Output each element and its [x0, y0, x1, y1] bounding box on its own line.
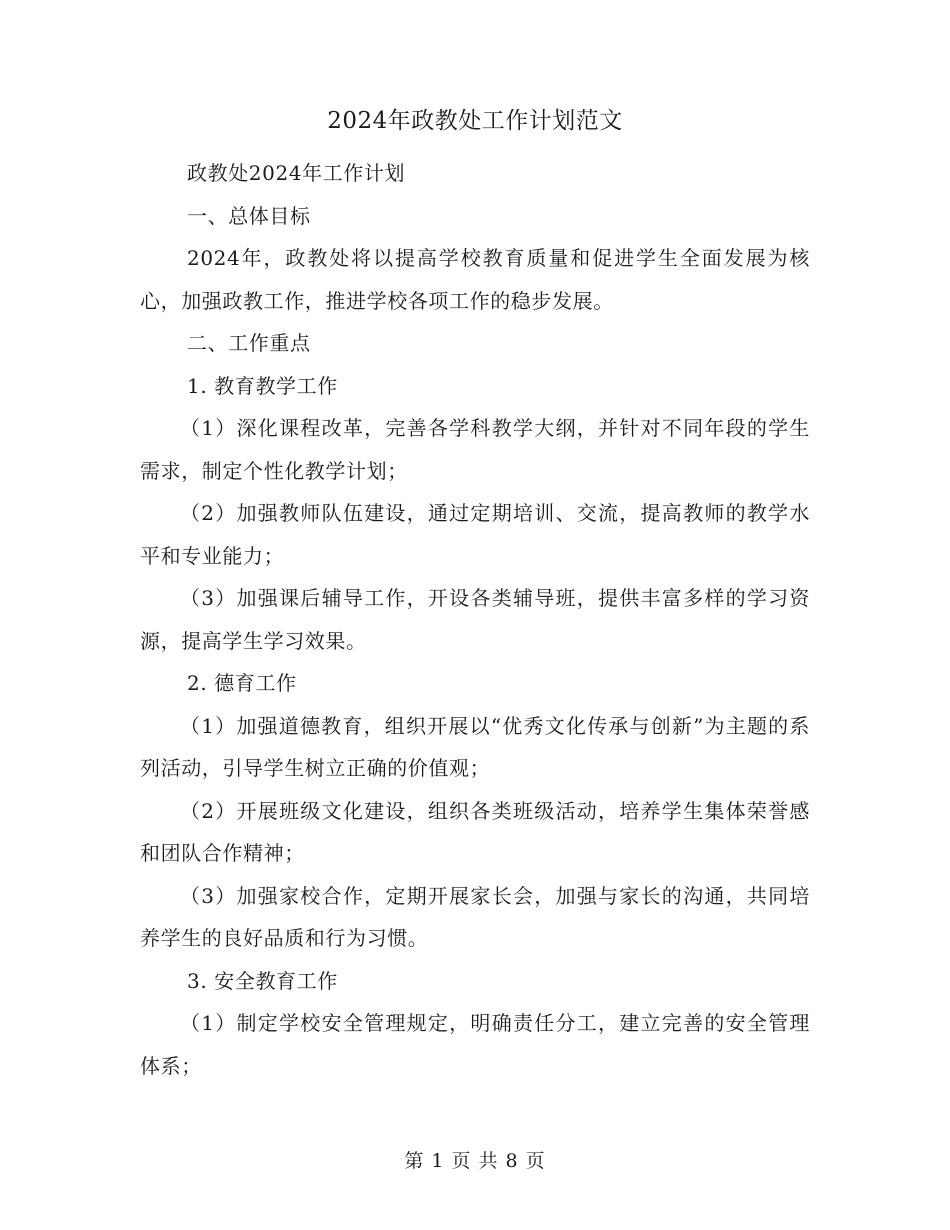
section-heading-focus: 二、工作重点: [187, 331, 311, 355]
list-item: （3）加强课后辅导工作，开设各类辅导班，提供丰富多样的学习资源，提高学生学习效果。: [140, 586, 810, 653]
subsection-heading-teaching: 1. 教育教学工作: [187, 373, 338, 398]
section-heading-goals: 一、总体目标: [187, 203, 311, 228]
subsection-heading-moral: 2. 德育工作: [187, 671, 297, 695]
page-number-footer: 第 1 页 共 8 页: [404, 1150, 546, 1172]
document-title: 2024年政教处工作计划范文: [327, 108, 623, 134]
subsection-heading-safety: 3. 安全教育工作: [187, 968, 338, 993]
paragraph-goals: 2024年，政教处将以提高学校教育质量和促进学生全面发展为核心，加强政教工作，推进学校各项工作的稳步发展。: [140, 246, 810, 313]
list-item: （1）深化课程改革，完善各学科教学大纲，并针对不同年段的学生需求，制定个性化教学计划；: [140, 416, 810, 483]
document-body: [140, 152, 810, 1087]
list-item: （3）加强家校合作，定期开展家长会，加强与家长的沟通，共同培养学生的良好品质和行为习惯。: [140, 883, 810, 950]
plan-heading: 政教处2024年工作计划: [187, 161, 406, 185]
list-item: （1）制定学校安全管理规定，明确责任分工，建立完善的安全管理体系；: [140, 1011, 810, 1078]
list-item: （2）加强教师队伍建设，通过定期培训、交流，提高教师的教学水平和专业能力；: [140, 501, 810, 568]
list-item: （1）加强道德教育，组织开展以“优秀文化传承与创新”为主题的系列活动，引导学生树立正确的价值观；: [140, 713, 810, 780]
list-item: （2）开展班级文化建设，组织各类班级活动，培养学生集体荣誉感和团队合作精神；: [140, 798, 810, 865]
